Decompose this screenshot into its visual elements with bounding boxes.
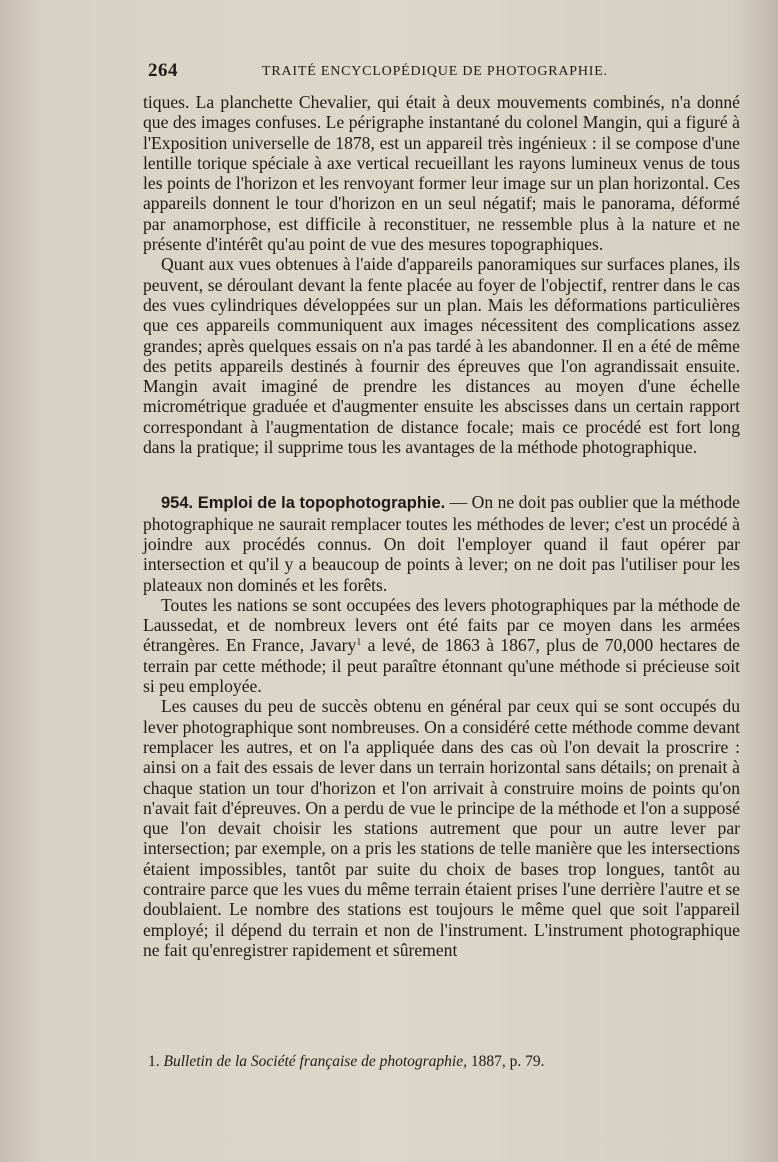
paragraph-panoramic-views: Quant aux vues obtenues à l'aide d'appareils panoramiques sur surfaces planes, ils peuvent, se déroulant devant la fente placée au foyer de l'objectif, rentrer dans le cas des vues cylindriques développées sur un plan. Mais les déformations particulières que ces appareils communiquent aux images nécessitent des complications assez grandes; après quelques essais on n'a pas tardé à les abandonner. Il en a été de même des petits appareils destinés à fournir des épreuves que l'on agrandissait ensuite. Mangin avait imaginé de prendre les distances au moyen d'une échelle micrométrique graduée et d'augmenter ensuite les abscisses dans un certain rapport correspondant à l'augmentation de distance focale; mais ce procédé est fort long dans la pratique; il supprime tous les avantages de la méthode photographique.	[143, 254, 740, 458]
paragraph-nations	[143, 595, 740, 696]
footnote-number: 1.	[148, 1053, 160, 1070]
footnote-source-title: Bulletin de la Société française de photographie,	[163, 1053, 467, 1070]
nations-text-b: a levé, de 1863 à 1867, plus de 70,000 hectares de terrain par cette méthode; il peut paraître étonnant qu'une méthode si précieuse soit si peu employée.	[143, 635, 740, 697]
paragraph-causes: Les causes du peu de succès obtenu en général par ceux qui se sont occupés du lever photographique sont nombreuses. On a considéré cette méthode comme devant remplacer les autres, et on l'a appliquée dans des cas où l'on devait la proscrire : ainsi on a fait des essais de lever dans un terrain horizontal sans détails; on prenait à chaque station un tour d'horizon et l'on arrivait à construire moins de points qu'on n'avait fait d'épreuves. On a perdu de vue le principe de la méthode et l'on a supposé que l'on devait choisir les stations autrement que pour un autre lever par intersection; par exemple, on a pris les stations de telle manière que les intersections étaient impossibles, tantôt par suite du choix de bases trop longues, tantôt au contraire parce que les vues du même terrain étaient prises l'une derrière l'autre et se doublaient. Le nombre des stations est toujours le même quel que soit l'appareil employé; il dépend du terrain et non de l'instrument. L'instrument photographique ne fait qu'enregistrer rapidement et sûrement	[143, 696, 740, 960]
section-954-text: — On ne doit pas oublier que la méthode photographique ne saurait remplacer toutes les méthodes de lever; c'est un procédé à joindre aux procédés connus. On doit l'employer quand il faut opérer par intersection et qu'il y a beaucoup de points à lever; on ne doit pas l'utiliser pour les plateaux non dominés et les forêts.	[143, 492, 740, 595]
page-header	[148, 60, 638, 84]
paragraph-section-954	[143, 492, 740, 594]
footnote	[148, 1053, 738, 1071]
paragraph-continued: tiques. La planchette Chevalier, qui était à deux mouvements combinés, n'a donné que des images confuses. Le périgraphe instantané du colonel Mangin, qui a figuré à l'Exposition universelle de 1878, est un appareil très ingénieux : il se compose d'une lentille torique spéciale à axe vertical recueillant les rayons lumineux venus de tous les points de l'horizon et les renvoyant former leur image sur un plan horizontal. Ces appareils donnent le tour d'horizon en un seul négatif; mais le panorama, déformé par anamorphose, est difficile à reconstituer, ne ressemble plus à la nature et ne présente d'intérêt qu'au point de vue des mesures topographiques.	[143, 92, 740, 255]
section-spacer	[143, 457, 740, 492]
footnote-reference: 1	[356, 637, 362, 649]
running-title: TRAITÉ ENCYCLOPÉDIQUE DE PHOTOGRAPHIE.	[262, 64, 608, 79]
nations-text-a: Toutes les nations se sont occupées des levers photographiques par la méthode de Laussedat, et de nombreux levers ont été faits par ce moyen dans les armées étrangères. En France, Javary	[143, 594, 740, 656]
page-number: 264	[148, 60, 178, 81]
footnote-citation: 1887, p. 79.	[466, 1053, 545, 1070]
section-heading: 954. Emploi de la topophotographie.	[161, 494, 446, 513]
body-text	[143, 92, 740, 960]
